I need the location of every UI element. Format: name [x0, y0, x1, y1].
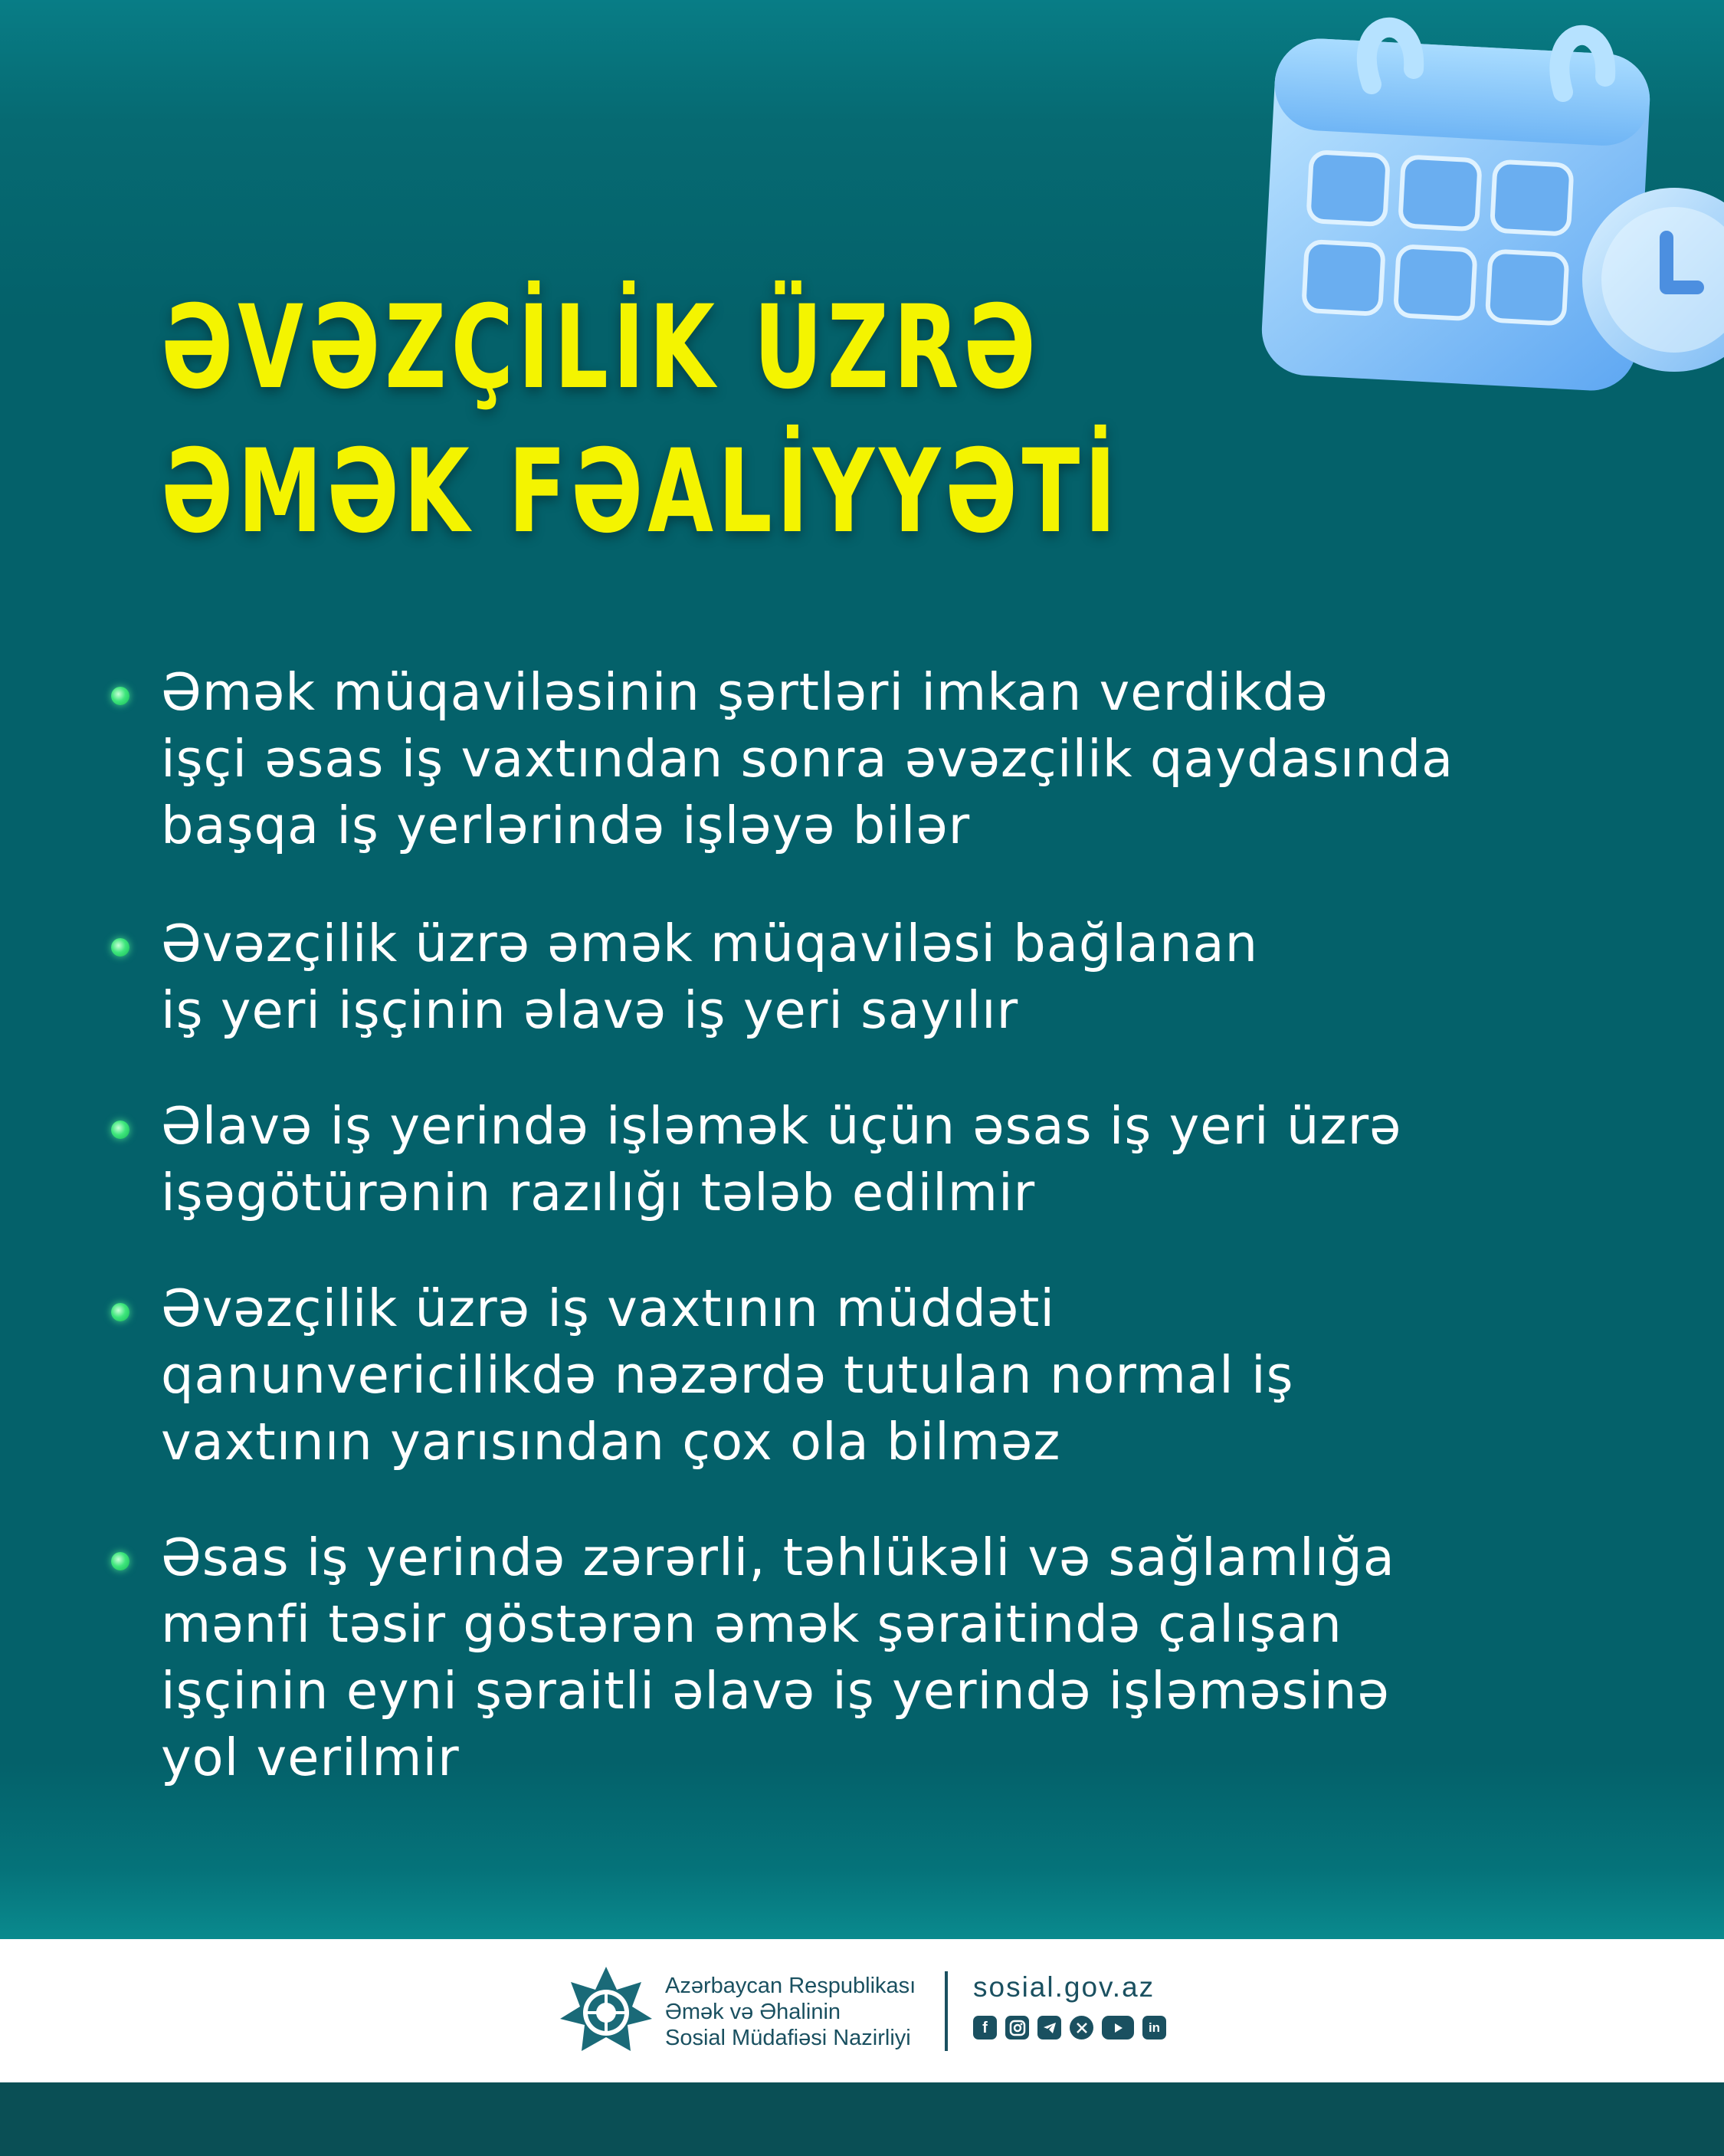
ministry-name — [665, 1973, 916, 2051]
bullet-list — [111, 659, 1628, 1791]
list-item-text: Əvəzçilik üzrə əmək müqaviləsi bağlanan iş yeri işçinin əlavə iş yeri sayılır — [161, 914, 1259, 1040]
title-line-1: ƏVƏZÇİLİK ÜZRƏ — [161, 281, 1041, 415]
page-title — [161, 276, 1120, 564]
list-item — [111, 1524, 1628, 1791]
calendar-clock-icon — [1257, 0, 1724, 399]
ministry-name-line-2: Əmək və Əhalinin — [665, 2000, 841, 2024]
website-link[interactable]: sosial.gov.az — [973, 1971, 1155, 2003]
instagram-icon[interactable] — [1005, 2016, 1029, 2040]
bullet-icon — [111, 1303, 129, 1321]
facebook-icon[interactable]: f — [973, 2016, 997, 2040]
social-links — [973, 2016, 1166, 2040]
footer-divider — [945, 1971, 948, 2051]
ministry-name-line-1: Azərbaycan Respublikası — [665, 1974, 916, 1998]
ministry-name-line-3: Sosial Müdafiəsi Nazirliyi — [665, 2026, 911, 2050]
youtube-icon[interactable] — [1102, 2016, 1134, 2040]
bullet-icon — [111, 1552, 129, 1570]
bullet-icon — [111, 1121, 129, 1139]
ministry-logo — [557, 1964, 655, 2062]
x-icon[interactable] — [1070, 2016, 1093, 2040]
list-item-text: Əvəzçilik üzrə iş vaxtının müddəti qanunvericilikdə nəzərdə tutulan normal iş vaxtının yarısından çox ola bilməz — [161, 1278, 1294, 1472]
telegram-icon[interactable] — [1037, 2016, 1061, 2040]
list-item-text: Əlavə iş yerində işləmək üçün əsas iş yeri üzrə işəgötürənin razılığı tələb edilmir — [161, 1096, 1402, 1222]
list-item — [111, 1093, 1628, 1226]
list-item-text: Əsas iş yerində zərərli, təhlükəli və sağlamlığa mənfi təsir göstərən əmək şəraitində çalışan işçinin eyni şəraitli əlavə iş yerində işləməsinə yol verilmir — [161, 1528, 1395, 1787]
list-item — [111, 911, 1628, 1044]
bullet-icon — [111, 687, 129, 705]
list-item-text: Əmək müqaviləsinin şərtləri imkan verdikdə işçi əsas iş vaxtından sonra əvəzçilik qaydasında başqa iş yerlərində işləyə bilər — [161, 662, 1454, 855]
list-item — [111, 1275, 1628, 1475]
bottom-band — [0, 2082, 1724, 2156]
bullet-icon — [111, 938, 129, 957]
linkedin-icon[interactable]: in — [1142, 2016, 1166, 2040]
list-item — [111, 659, 1628, 859]
title-line-2: ƏMƏK FƏALİYYƏTİ — [161, 425, 1121, 559]
